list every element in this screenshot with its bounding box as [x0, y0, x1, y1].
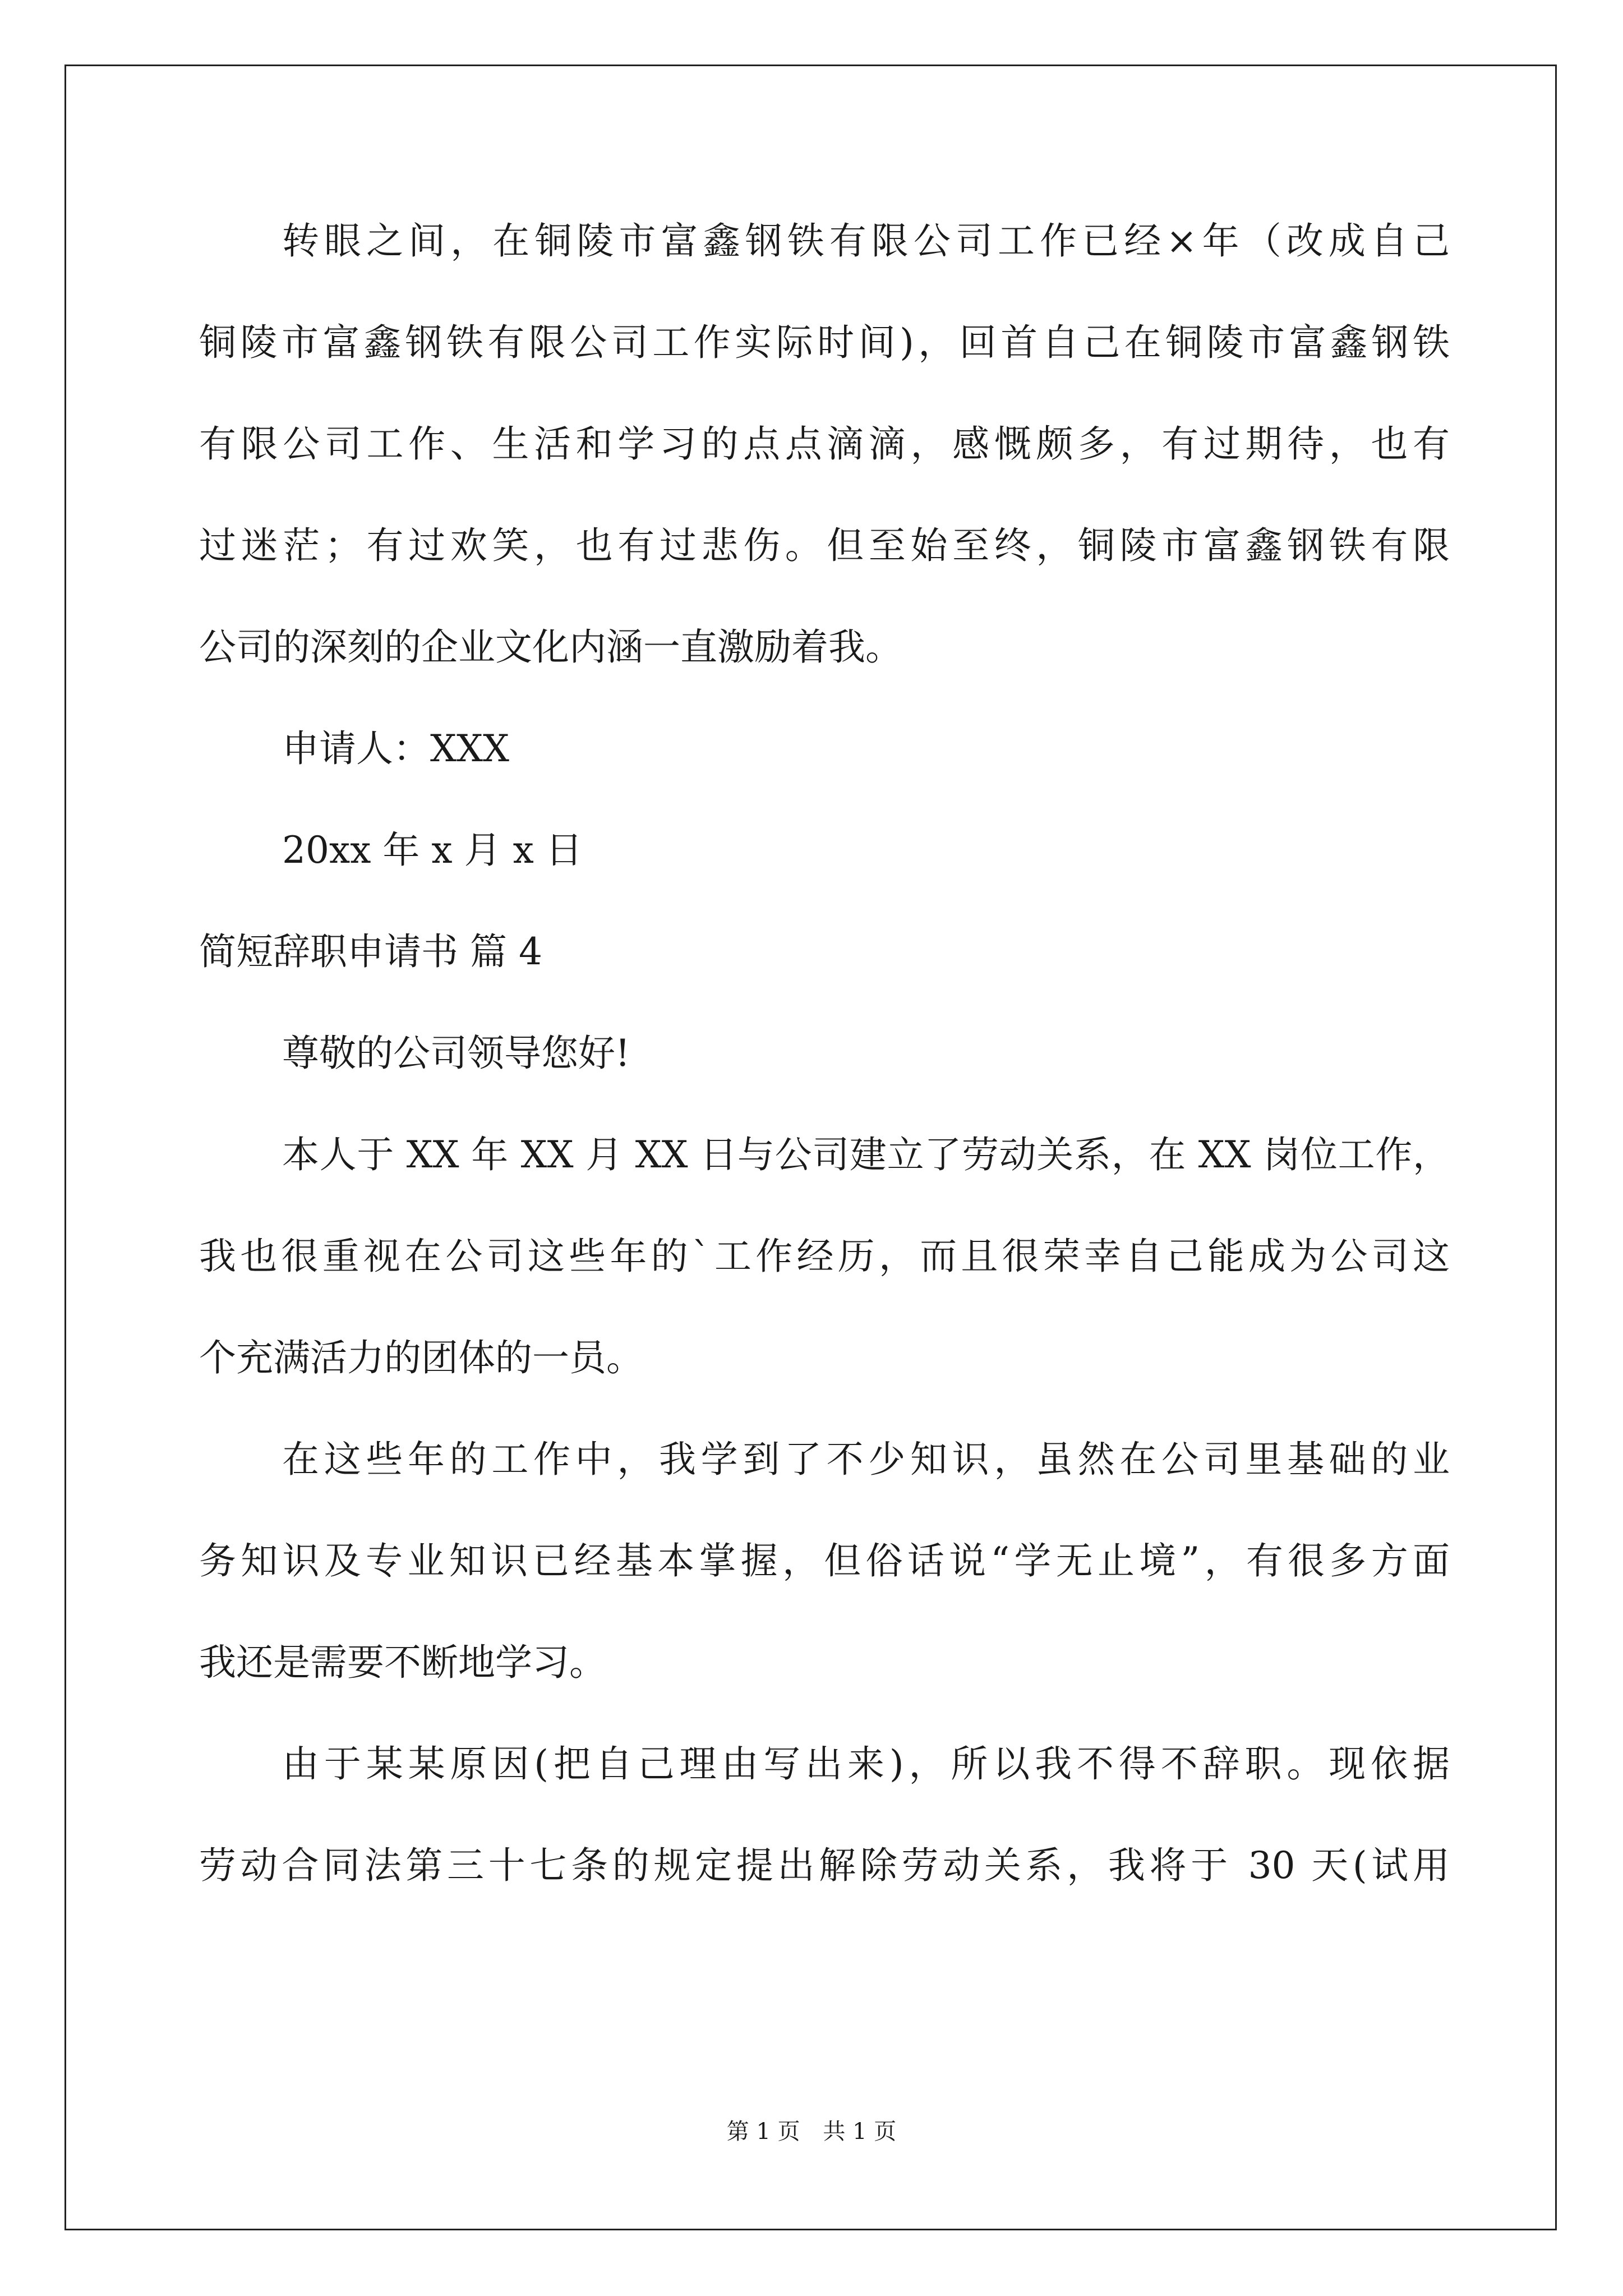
paragraph-line: 公司的深刻的企业文化内涵一直激励着我。: [199, 625, 902, 669]
paragraph-line: 有限公司工作、生活和学习的点点滴滴，感慨颇多，有过期待，也有: [199, 422, 1450, 466]
paragraph-line: 由于某某原因(把自己理由写出来)，所以我不得不辞职。现依据: [282, 1742, 1450, 1786]
paragraph-line: 我也很重视在公司这些年的`工作经历，而且很荣幸自己能成为公司这: [199, 1235, 1450, 1278]
paragraph-line: 在这些年的工作中，我学到了不少知识，虽然在公司里基础的业: [282, 1438, 1450, 1481]
paragraph-line: 我还是需要不断地学习。: [199, 1641, 606, 1684]
paragraph-line: 铜陵市富鑫钢铁有限公司工作实际时间)，回首自己在铜陵市富鑫钢铁: [199, 321, 1450, 364]
paragraph-line: 过迷茫；有过欢笑，也有过悲伤。但至始至终，铜陵市富鑫钢铁有限: [199, 524, 1450, 567]
paragraph-line: 劳动合同法第三十七条的规定提出解除劳动关系，我将于 30 天(试用: [199, 1844, 1450, 1887]
paragraph-line: 本人于 XX 年 XX 月 XX 日与公司建立了劳动关系，在 XX 岗位工作，: [282, 1133, 1450, 1176]
page-total: 共 1 页: [823, 2119, 897, 2145]
page-footer: [0, 2118, 1623, 2146]
page-number: 第 1 页: [726, 2119, 800, 2145]
section-heading: 简短辞职申请书 篇 4: [199, 930, 542, 973]
document-body: [199, 216, 1450, 1942]
date-line: 20xx 年 x 月 x 日: [282, 829, 583, 872]
salutation-line: 尊敬的公司领导您好!: [282, 1032, 630, 1075]
paragraph-line: 转眼之间，在铜陵市富鑫钢铁有限公司工作已经×年（改成自己: [282, 219, 1450, 263]
applicant-line: 申请人：XXX: [282, 727, 509, 770]
paragraph-line: 个充满活力的团体的一员。: [199, 1336, 643, 1379]
paragraph-line: 务知识及专业知识已经基本掌握，但俗话说“学无止境”，有很多方面: [199, 1539, 1450, 1582]
